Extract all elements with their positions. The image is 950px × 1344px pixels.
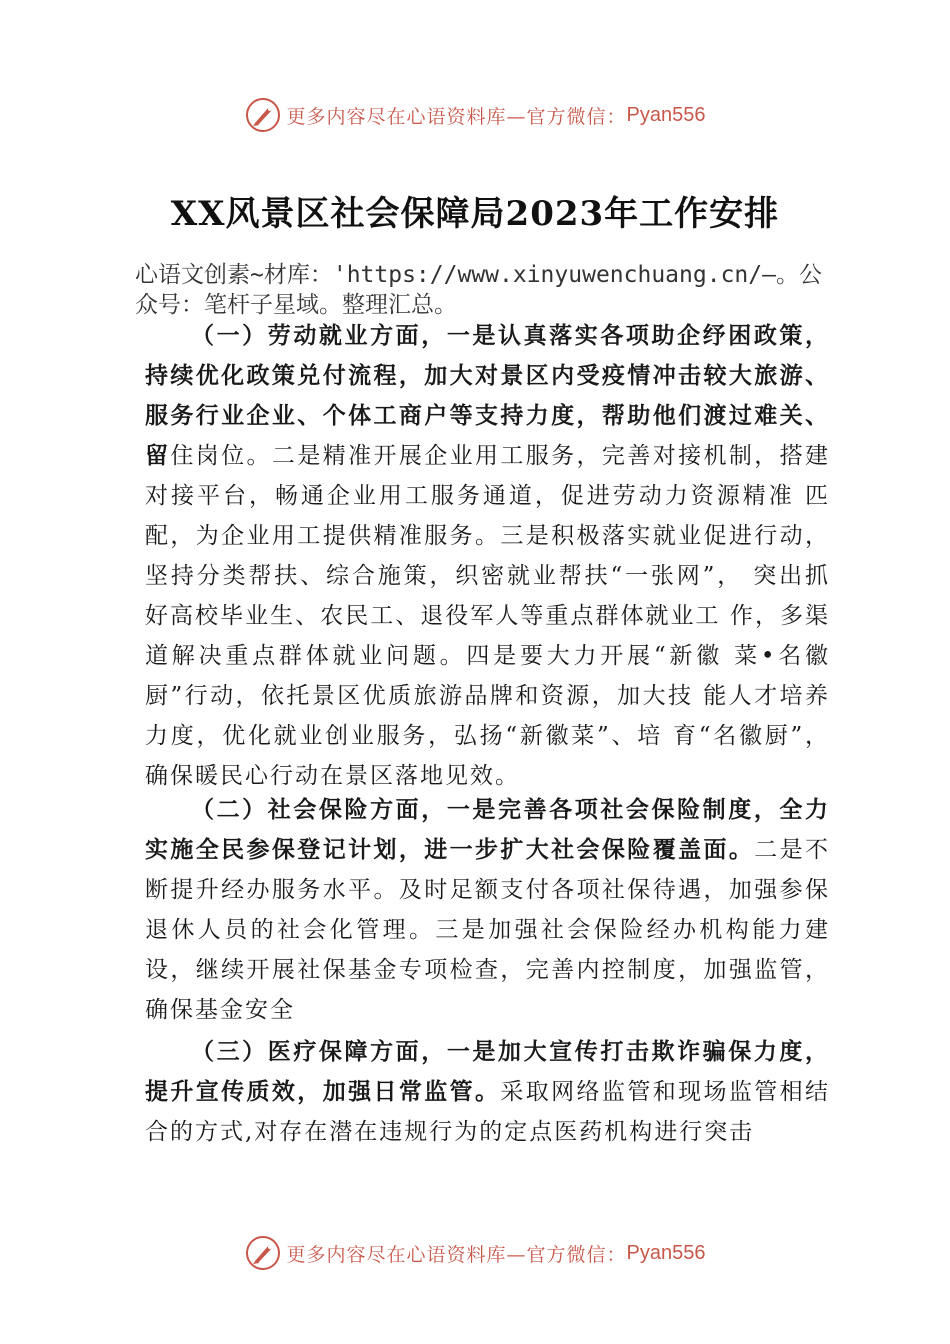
section-lead: （三）医疗保障方面，一是加大宣传打击欺诈骗保力度，提升宣传质效，加强日常监管。 bbox=[145, 1038, 830, 1105]
section-labor-employment bbox=[145, 316, 830, 796]
section-medical-security bbox=[145, 1032, 830, 1152]
fountain-pen-logo-icon bbox=[245, 97, 281, 133]
banner-text: 更多内容尽在心语资料库—官方微信： bbox=[286, 1243, 627, 1266]
header-watermark-banner bbox=[0, 95, 950, 135]
fountain-pen-logo-icon bbox=[245, 1235, 281, 1271]
document-title: XX风景区社会保障局2023年工作安排 bbox=[170, 194, 780, 234]
banner-text: 更多内容尽在心语资料库—官方微信： bbox=[286, 105, 627, 128]
banner-wechat-id: Pyan556 bbox=[626, 1241, 706, 1264]
source-note: 心语文创素~材库：'https://www.xinyuwenchuang.cn/—。公众号：笔杆子星域。整理汇总。 bbox=[135, 262, 822, 318]
section-social-insurance bbox=[145, 790, 830, 1030]
section-lead: （二）社会保险方面，一是完善各项社会保险制度，全力实施全民参保登记计划，进一步扩大社会保险覆盖面。 bbox=[145, 796, 830, 863]
banner-wechat-id: Pyan556 bbox=[626, 103, 706, 126]
section-body: 采取网络监管和现场监管相结合的方式,对存在潜在违规行为的定点医药机构进行突击 bbox=[145, 1079, 831, 1145]
section-body: 住岗位。二是精准开展企业用工服务，完善对接机制，搭建对接平台，畅通企业用工服务通道，促进劳动力资源精准 匹配，为企业用工提供精准服务。三是积极落实就业促进行动，坚持分类帮扶、综合施策，织密就业帮扶“一张网”， 突出抓好高校毕业生、农民工、退役军人等重点群体就业工 作，多渠道解决重点群体就业问题。四是要大力开展“新徽 菜•名徽厨”行动，依托景区优质旅游品牌和资源，加大技 能人才培养力度，优化就业创业服务，弘扬“新徽菜”、培 育“名徽厨”，确保暖民心行动在景区落地见效。 bbox=[145, 443, 831, 789]
section-body: 二是不断提升经办服务水平。及时足额支付各项社保待遇，加强参保退休人员的社会化管理。三是加强社会保险经办机构能力建设，继续开展社保基金专项检查，完善内控制度，加强监管，确保基金安全 bbox=[145, 837, 831, 1023]
section-lead: （一）劳动就业方面，一是认真落实各项助企纾困政策，持续优化政策兑付流程，加大对景区内受疫情冲击较大旅游、服务行业企业、个体工商户等支持力度，帮助他们渡过难关、留 bbox=[145, 322, 830, 469]
footer-watermark-banner bbox=[0, 1233, 950, 1273]
